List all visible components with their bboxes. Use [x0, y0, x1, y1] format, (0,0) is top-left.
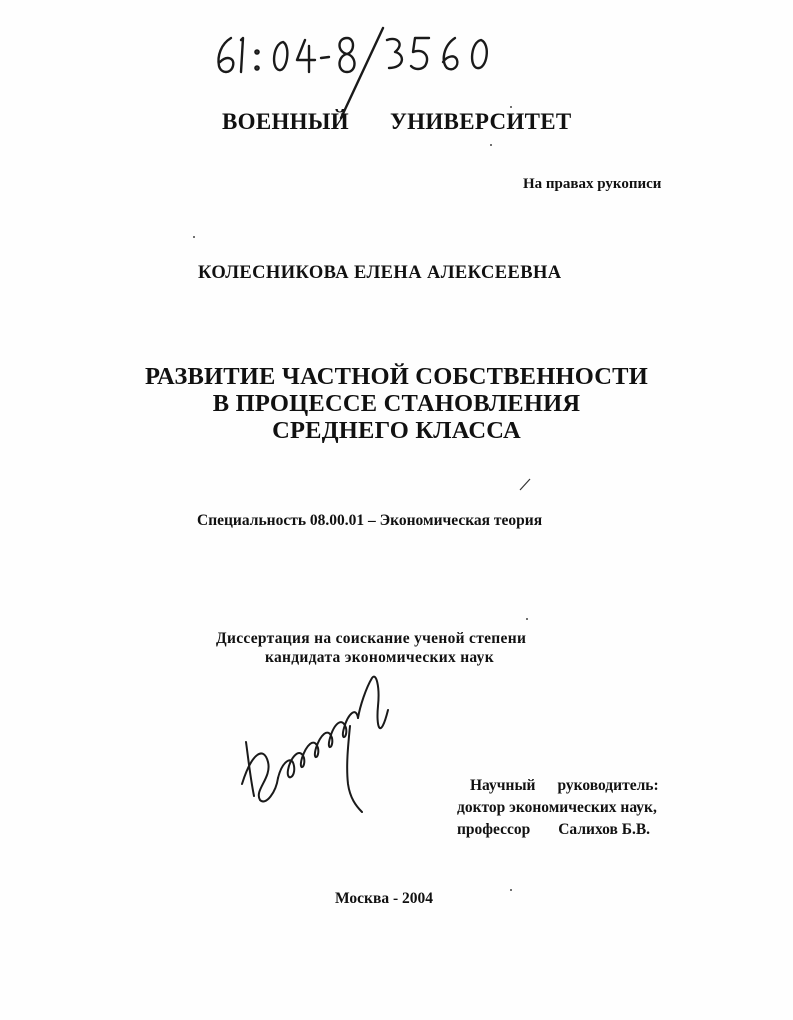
scan-speck	[490, 144, 492, 146]
handwritten-archive-number	[205, 22, 505, 122]
scan-speck	[510, 889, 512, 891]
scan-speck	[193, 236, 195, 238]
handwritten-signature	[232, 666, 402, 816]
dissertation-line-1: Диссертация на соискание ученой степени	[216, 630, 527, 647]
advisor-label-part-2: руководитель:	[557, 777, 659, 794]
dissertation-line-2: кандидата экономических наук	[265, 649, 494, 666]
university-word-1: ВОЕННЫЙ	[222, 109, 349, 134]
advisor-label-part-1: Научный	[470, 777, 536, 794]
title-line-1: РАЗВИТИЕ ЧАСТНОЙ СОБСТВЕННОСТИ	[145, 363, 648, 390]
pencil-tick-mark	[519, 477, 531, 491]
author-name: КОЛЕСНИКОВА ЕЛЕНА АЛЕКСЕЕВНА	[198, 263, 562, 283]
advisor-name: Салихов Б.В.	[558, 821, 651, 838]
advisor-degree: доктор экономических наук,	[457, 799, 657, 816]
scan-speck	[526, 618, 528, 620]
advisor-label	[470, 778, 659, 794]
title-line-3: СРЕДНЕГО КЛАССА	[272, 417, 521, 444]
scan-speck	[510, 106, 512, 108]
city-year: Москва - 2004	[335, 890, 434, 907]
specialty-line: Специальность 08.00.01 – Экономическая теория	[197, 512, 543, 529]
advisor-title: профессор	[457, 821, 531, 838]
title-line-2: В ПРОЦЕССЕ СТАНОВЛЕНИЯ	[212, 390, 581, 417]
rights-notice: На правах рукописи	[523, 176, 662, 192]
university-word-2: УНИВЕРСИТЕТ	[390, 109, 572, 134]
advisor-name-line	[457, 822, 650, 838]
